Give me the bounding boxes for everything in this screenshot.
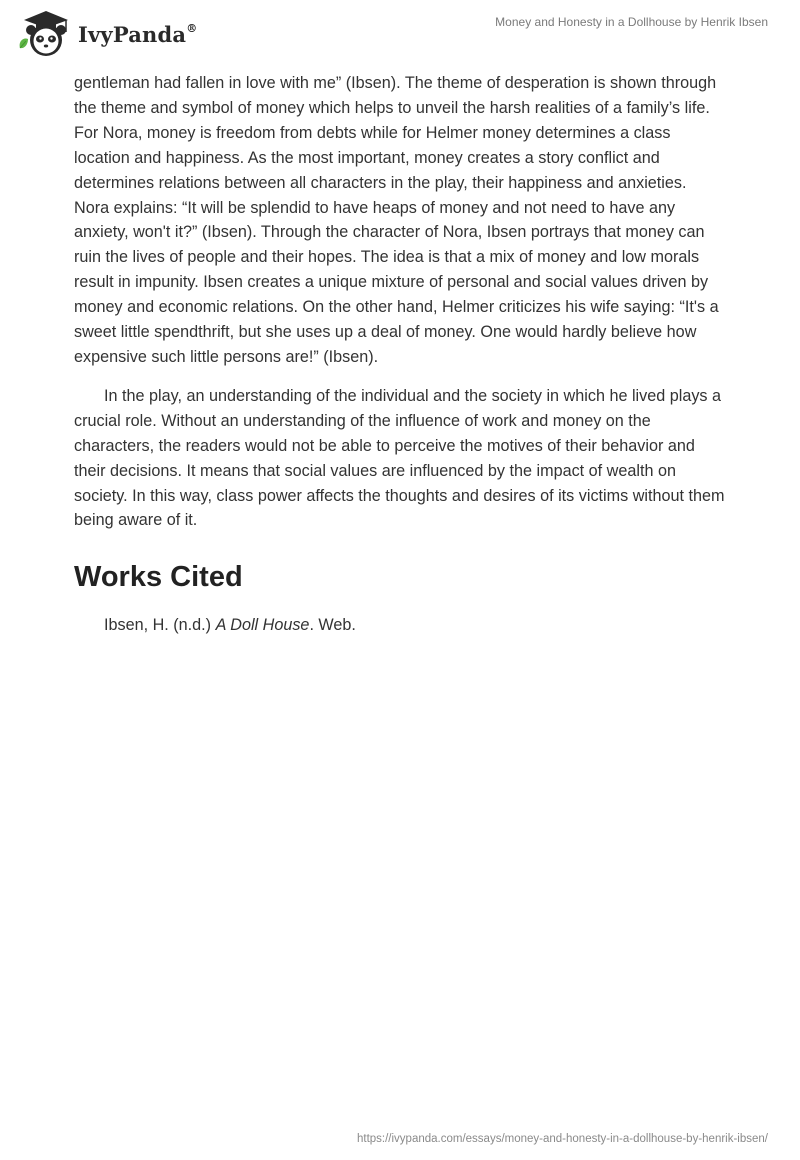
source-url[interactable]: https://ivypanda.com/essays/money-and-honesty-in-a-dollhouse-by-henrik-ibsen/ [356,1133,768,1145]
brand-text: IvyPanda [78,22,187,47]
essay-body [74,71,726,637]
works-cited-heading: Works Cited [74,561,243,594]
citation-author: Ibsen, H. (n.d.) [104,616,216,635]
paragraph: gentleman had fallen in love with me” (Ibsen). The theme of desperation is shown through the theme and symbol of money which helps to unveil the harsh realities of a family’s life. For Nora, money is freedom from debts while for Helmer money determines a class location and happiness. As the most important, money creates a story conflict and determines relations between all characters in the play, their happiness and anxieties. Nora explains: “It will be splendid to have heaps of money and not need to have any anxiety, won't it?” (Ibsen). Through the character of Nora, Ibsen portrays that money can ruin the lives of people and their hopes. The idea is that a mix of money and low morals result in impunity. Ibsen creates a unique mixture of personal and social values driven by money and economic relations. On the other hand, Helmer criticizes his wife saying: “It's a sweet little spendthrift, but she uses up a deal of money. One would hardly believe how expensive such little persons are!” (Ibsen). [74,74,719,366]
citation-entry [74,613,726,637]
registered-mark: ® [186,22,198,35]
ivypanda-logo[interactable] [16,8,196,60]
page-header [0,0,800,70]
citation-title: A Doll House [215,616,310,635]
paragraph: In the play, an understanding of the individual and the society in which he lived plays a crucial role. Without an understanding of the influence of work and money on the characters, the readers would not be able to perceive the motives of their behavior and their decisions. It means that social values are influenced by the impact of wealth on society. In this way, class power affects the thoughts and desires of its victims without them being aware of it. [74,386,725,530]
document-title: Money and Honesty in a Dollhouse by Henrik Ibsen [495,15,768,29]
citation-suffix: . Web. [309,616,356,635]
panda-icon [16,8,76,60]
brand-name [78,22,197,47]
